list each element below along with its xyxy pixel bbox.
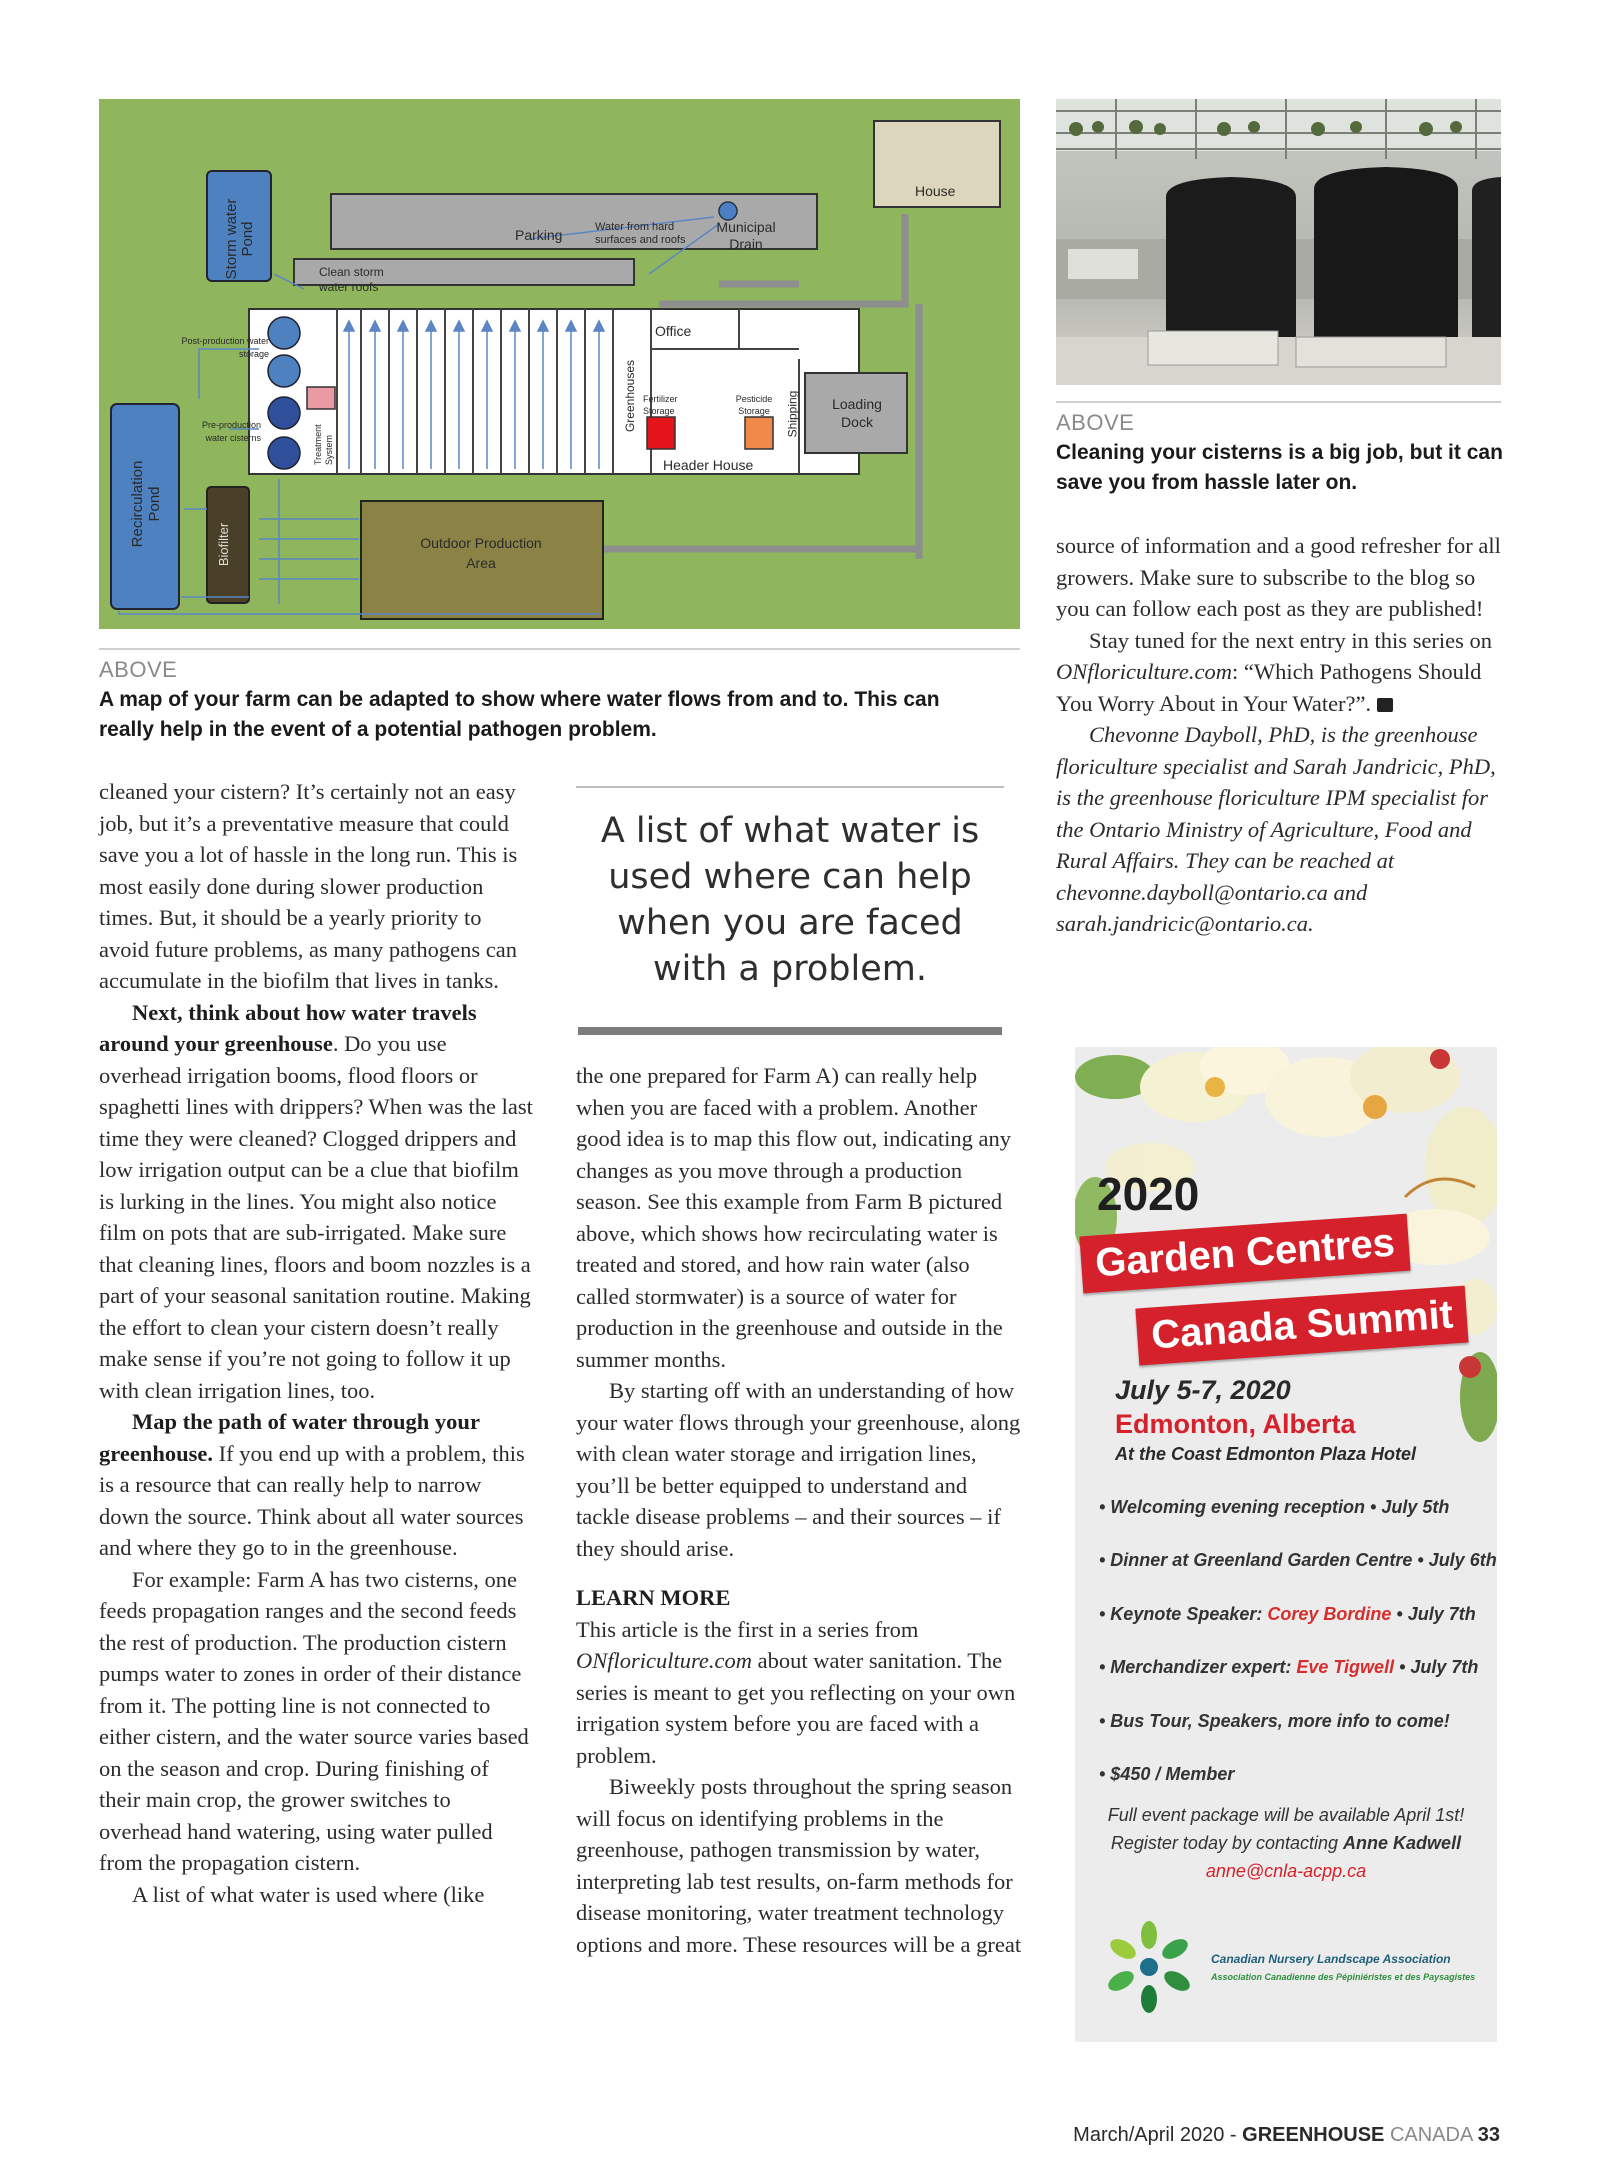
- municipal-drain-shape: [719, 202, 737, 220]
- ad-item-3-a: • Keynote Speaker:: [1099, 1604, 1268, 1624]
- map-caption-label: ABOVE: [99, 657, 178, 682]
- map-label-pesticide: Pesticide Storage: [735, 394, 773, 416]
- ad-email-link[interactable]: anne@cnla-acpp.ca: [1205, 1861, 1367, 1881]
- map-label-house: House: [915, 183, 956, 199]
- learn-more-label: LEARN MORE: [576, 1585, 731, 1610]
- map-label-treatment: Treatment System: [313, 424, 334, 465]
- ad-item-4-a: • Merchandizer expert:: [1099, 1657, 1297, 1677]
- ad-banner-1: Garden Centres: [1079, 1214, 1410, 1294]
- ad-item-5: • Bus Tour, Speakers, more info to come!: [1099, 1711, 1450, 1731]
- col1-subhead-2: Next, think about how water travels around your greenhouse: [99, 999, 477, 1056]
- col1-paragraph-5: A list of what water is used where (like: [132, 1881, 485, 1907]
- col1-paragraph-3: [99, 1406, 533, 1564]
- map-caption-rule: [99, 648, 1020, 650]
- col3-p2-a: Stay tuned for the next entry in this series on: [1089, 627, 1493, 653]
- footer-brand-2: CANADA: [1384, 2124, 1478, 2146]
- col2-p3-a: This article is the first in a series from: [576, 1616, 919, 1642]
- photo-caption-text: Cleaning your cisterns is a big job, but it can save you from hassle later on.: [1056, 441, 1503, 494]
- article-column-2: [576, 1060, 1024, 1960]
- col3-paragraph-1: source of information and a good refresher for all growers. Make sure to subscribe to the blog so you can follow each post as they are published!: [1056, 533, 1501, 621]
- ad-keynote-name: Corey Bordine: [1267, 1604, 1392, 1624]
- summit-advertisement[interactable]: [1075, 1047, 1497, 2042]
- col1-paragraph-2-text: . Do you use overhead irrigation booms, flood floors or spaghetti lines with drippers? When was the last time they were cleaned? Clogged drippers and low irrigation output can be a clue that biofilm is lurking in the lines. You might also notice film on pots that are sub-irrigated. Make sure that cleaning lines, floors and boom nozzles is a part of your seasonal sanitation routine. Making the effort to clean your cistern doesn’t really make sense if you’re not going to follow it up with clean irrigation lines, too.: [99, 1031, 533, 1403]
- ad-item-4-b: • July 7th: [1394, 1657, 1479, 1677]
- col2-paragraph-3: [576, 1614, 1024, 1772]
- map-label-recirc-pond: Recirculation Pond: [129, 460, 163, 548]
- map-label-outdoor: Outdoor Production Area: [420, 535, 542, 571]
- article-column-1: [99, 776, 533, 1910]
- col1-paragraph-3-text: If you end up with a problem, this is a resource that can really help to narrow down the source. Think about all water sources and where they go to in the greenhouse.: [99, 1440, 525, 1560]
- col2-paragraph-1: the one prepared for Farm A) can really help when you are faced with a problem. Another good idea is to map this flow out, indicating any changes as you move through a production season. See this example from Farm B pictured above, which shows how recirculating water is treated and stored, and how rain water (also called stormwater) is a source of water for production in the greenhouse and outside in the summer months.: [576, 1063, 1011, 1372]
- farm-map-drawing: [99, 99, 1020, 629]
- col1-paragraph-2: [99, 997, 533, 1407]
- page-footer: [1073, 2124, 1500, 2147]
- col2-paragraph-4: Biweekly posts throughout the spring season will focus on identifying problems in the greenhouse, pathogen transmission by water, interpreting lab test results, on-farm methods for disease monitoring, water treatment technology options and more. These resources will be a great: [576, 1774, 1022, 1957]
- map-label-loading-dock: Loading Dock: [832, 396, 882, 430]
- end-mark-icon: [1377, 698, 1393, 712]
- map-caption-text: A map of your farm can be adapted to show where water flows from and to. This can really help in the event of a potential pathogen problem.: [99, 688, 940, 741]
- photo-caption-rule: [1056, 401, 1501, 403]
- ad-merch-name: Eve Tigwell: [1296, 1657, 1395, 1677]
- col2-paragraph-2: By starting off with an understanding of how your water flows through your greenhouse, along with clean water storage and irrigation lines, you’ll be better equipped to understand and tackle disease problems – and their sources – if they should arise.: [576, 1378, 1021, 1561]
- col3-paragraph-2: [1056, 625, 1501, 720]
- col1-paragraph-1: cleaned your cistern? It’s certainly not an easy job, but it’s a preventative measure that could save you a lot of hassle in the long run. This is most easily done during slower production times. But, it should be a yearly priority to avoid future problems, as many pathogens can accumulate in the biofilm that lives in tanks.: [99, 779, 518, 993]
- col2-site-name: ONfloriculture.com: [576, 1648, 753, 1673]
- footer-page-number: 33: [1477, 2124, 1500, 2146]
- footer-brand: GREENHOUSE: [1242, 2124, 1385, 2146]
- ad-item-3: [1099, 1604, 1476, 1625]
- learn-more-heading: [576, 1582, 1024, 1614]
- map-label-parking: Parking: [515, 227, 563, 243]
- ad-item-2: • Dinner at Greenland Garden Centre • July 6th: [1099, 1550, 1497, 1570]
- farm-water-map: [99, 99, 1020, 629]
- map-label-biofilter: Biofilter: [216, 522, 232, 567]
- photo-drawing: [1056, 99, 1501, 385]
- col1-paragraph-4: For example: Farm A has two cisterns, one feeds propagation ranges and the second feeds the rest of production. The production cistern pumps water to zones in order of their distance from it. The potting line is not connected to either cistern, and the water source varies based on the season and crop. During finishing of their main crop, the grower switches to overhead hand watering, using water pulled from the propagation cistern.: [99, 1566, 529, 1875]
- ad-note-2-a: Register today by contacting: [1110, 1833, 1344, 1853]
- col2-p3-b: about water sanitation. The series is meant to get you reflecting on your own irrigation system before you are faced with a problem.: [576, 1648, 1016, 1768]
- col3-p2-b: : “Which Pathogens Should You Worry About in Your Water?”.: [1056, 659, 1482, 716]
- ad-year: 2020: [1097, 1168, 1200, 1220]
- ad-banner-2: Canada Summit: [1135, 1286, 1468, 1366]
- map-label-post-storage: Post-production water storage: [181, 336, 269, 359]
- map-label-storm-pond: Storm water Pond: [223, 198, 256, 280]
- ad-city: Edmonton, Alberta: [1115, 1409, 1356, 1439]
- ad-item-6: • $450 / Member: [1099, 1764, 1235, 1784]
- article-column-3: [1056, 530, 1501, 940]
- ad-item-3-b: • July 7th: [1391, 1604, 1476, 1624]
- map-label-shipping: Shipping: [785, 390, 800, 438]
- ad-note-2: [1075, 1833, 1497, 1854]
- map-label-header-house: Header House: [663, 457, 754, 473]
- ad-contact-name: Anne Kadwell: [1343, 1833, 1462, 1853]
- pull-quote: A list of what water is used where can help when you are faced with a problem.: [600, 811, 980, 989]
- cnla-logo-icon: [1099, 1917, 1199, 2017]
- col3-site-name: ONfloriculture.com: [1056, 659, 1233, 684]
- map-label-fertilizer: Fertilizer Storage: [643, 394, 678, 416]
- map-label-office: Office: [655, 323, 692, 339]
- ad-venue: At the Coast Edmonton Plaza Hotel: [1115, 1444, 1417, 1464]
- ad-note-1: Full event package will be available April 1st!: [1107, 1805, 1465, 1825]
- pull-quote-bottom-rule: [578, 1027, 1002, 1035]
- author-bio: Chevonne Dayboll, PhD, is the greenhouse floriculture specialist and Sarah Jandricic, PhD, is the greenhouse floriculture IPM specialist for the Ontario Ministry of Agriculture, Food and Rural Affairs. They can be reached at chevonne.dayboll@ontario.ca and sarah.jandricic@ontario.ca.: [1056, 722, 1496, 936]
- ad-dates: July 5-7, 2020: [1115, 1375, 1291, 1405]
- photo-caption-label: ABOVE: [1056, 410, 1135, 435]
- map-label-municipal-drain: Municipal Drain: [716, 219, 776, 252]
- map-label-greenhouses: Greenhouses: [623, 359, 638, 433]
- ad-org-english: Canadian Nursery Landscape Association: [1211, 1952, 1451, 1966]
- pull-quote-top-rule: [576, 786, 1004, 788]
- map-label-clean-storm: Clean storm water roofs: [319, 265, 384, 294]
- footer-issue: March/April 2020 -: [1073, 2124, 1243, 2146]
- ad-item-4: [1099, 1657, 1478, 1678]
- cistern-photo: [1056, 99, 1501, 385]
- ad-org-french: Association Canadienne des Pépiniéristes et des Paysagistes: [1211, 1972, 1476, 1982]
- map-label-water-from: Water from hard surfaces and roofs: [595, 221, 686, 246]
- ad-item-1: • Welcoming evening reception • July 5th: [1099, 1497, 1450, 1517]
- map-label-pre-cisterns: Pre-production water cisterns: [201, 420, 261, 443]
- col1-subhead-3: Map the path of water through your greenhouse.: [99, 1409, 480, 1466]
